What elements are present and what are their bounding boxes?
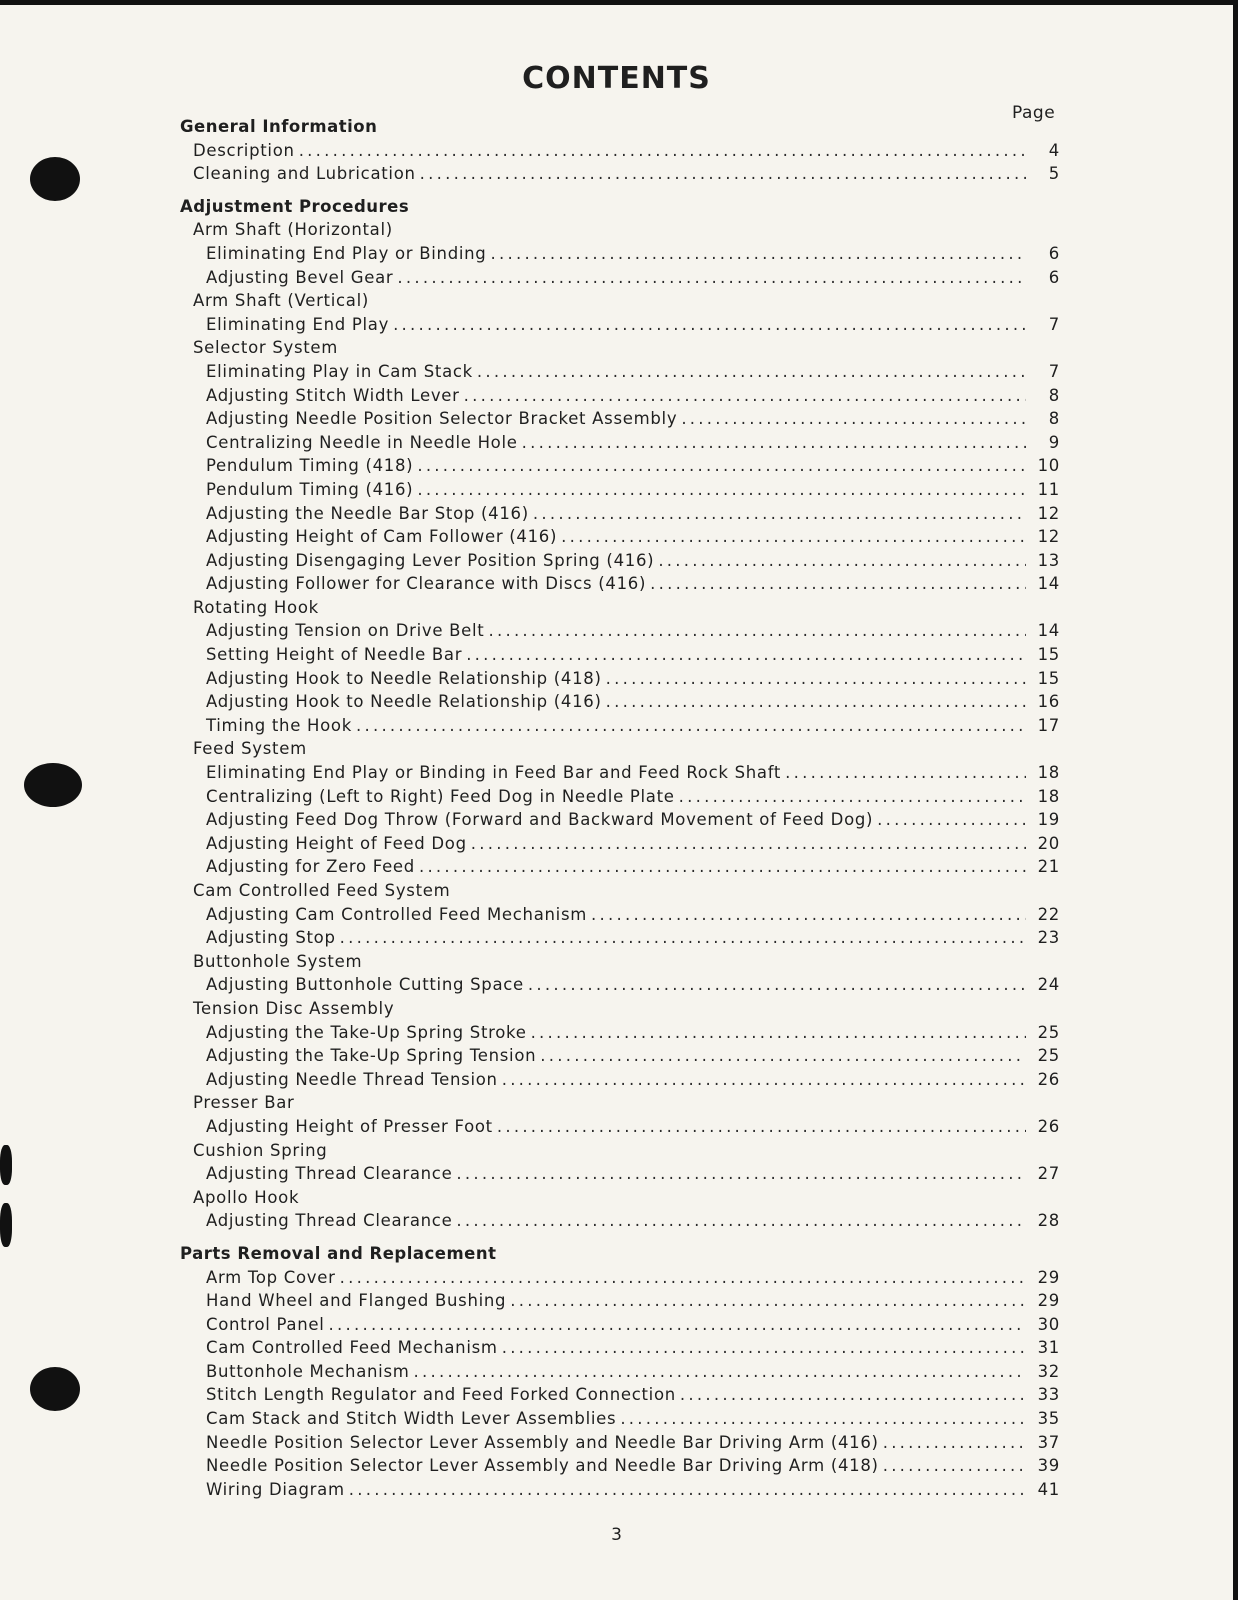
toc-entry-page: 18	[1037, 763, 1060, 783]
toc-entry	[180, 761, 1060, 785]
dot-leader	[620, 1407, 1026, 1431]
dot-leader	[533, 502, 1026, 526]
subsection-heading: Apollo Hook	[193, 1187, 300, 1207]
dot-leader	[356, 714, 1026, 738]
toc-entry	[180, 1313, 1060, 1337]
dot-leader	[414, 1360, 1026, 1384]
toc-entry-page: 29	[1037, 1291, 1060, 1311]
toc-entry-title: Adjusting Bevel Gear	[206, 267, 394, 287]
toc-entry	[180, 903, 1060, 927]
toc-entry-page: 14	[1037, 574, 1060, 594]
subsection-heading: Rotating Hook	[193, 597, 319, 617]
toc-entry	[180, 139, 1060, 163]
toc-entry-title: Adjusting Hook to Needle Relationship (416)	[206, 692, 602, 712]
toc-entry-page: 25	[1037, 1022, 1060, 1042]
toc-entry	[180, 1068, 1060, 1092]
subsection-heading: Feed System	[193, 739, 307, 759]
dot-leader	[561, 525, 1026, 549]
toc-entry	[180, 1407, 1060, 1431]
toc-entry-page: 16	[1037, 692, 1060, 712]
toc-entry-title: Pendulum Timing (416)	[206, 479, 414, 499]
toc-entry-title: Adjusting Tension on Drive Belt	[206, 621, 485, 641]
toc-entry	[180, 478, 1060, 502]
dot-leader	[528, 973, 1026, 997]
dot-leader	[606, 667, 1026, 691]
toc-entry-page: 8	[1048, 385, 1060, 405]
page-number: 3	[611, 1525, 622, 1545]
toc-entry-page: 6	[1048, 243, 1060, 263]
toc-entry-page: 14	[1037, 621, 1060, 641]
toc-entry-page: 26	[1037, 1069, 1060, 1089]
dot-leader	[466, 643, 1026, 667]
toc-entry	[180, 313, 1060, 337]
toc-entry-title: Adjusting Needle Position Selector Bracket Assembly	[206, 409, 678, 429]
toc-entry	[180, 1383, 1060, 1407]
dot-leader	[680, 1383, 1026, 1407]
toc-entry	[180, 1289, 1060, 1313]
toc-entry-title: Adjusting Disengaging Lever Position Spring (416)	[206, 550, 655, 570]
toc-entry	[180, 1115, 1060, 1139]
toc-entry-page: 37	[1037, 1432, 1060, 1452]
toc-entry-title: Adjusting Height of Presser Foot	[206, 1116, 493, 1136]
dot-leader	[679, 785, 1026, 809]
dot-leader	[456, 1209, 1026, 1233]
dot-leader	[340, 926, 1026, 950]
toc-entry	[180, 855, 1060, 879]
toc-entry	[180, 926, 1060, 950]
toc-entry-title: Needle Position Selector Lever Assembly and Needle Bar Driving Arm (416)	[206, 1432, 879, 1452]
toc-entry-title: Adjusting Buttonhole Cutting Space	[206, 975, 524, 995]
section-heading: Adjustment Procedures	[180, 196, 410, 216]
toc-entry-page: 18	[1037, 786, 1060, 806]
toc-entry-title: Buttonhole Mechanism	[206, 1361, 410, 1381]
toc-entry-page: 6	[1048, 267, 1060, 287]
toc-entry	[180, 431, 1060, 455]
toc-entry	[180, 973, 1060, 997]
toc-entry	[180, 360, 1060, 384]
dot-leader	[877, 808, 1026, 832]
subsection-heading: Selector System	[193, 338, 339, 358]
toc-entry-title: Pendulum Timing (418)	[206, 456, 414, 476]
toc-entry	[180, 525, 1060, 549]
punch-hole-bottom	[30, 1367, 80, 1411]
dot-leader	[417, 454, 1026, 478]
toc-entry-title: Cleaning and Lubrication	[193, 164, 416, 184]
dot-leader	[397, 266, 1026, 290]
toc-entry-title: Adjusting the Take-Up Spring Tension	[206, 1046, 537, 1066]
toc-entry	[180, 643, 1060, 667]
dot-leader	[490, 242, 1026, 266]
toc-entry	[180, 714, 1060, 738]
toc-entry-page: 39	[1037, 1456, 1060, 1476]
toc-entry-page: 7	[1048, 361, 1060, 381]
subsection-heading: Arm Shaft (Horizontal)	[193, 220, 393, 240]
toc-entry-title: Adjusting Hook to Needle Relationship (418)	[206, 668, 602, 688]
dot-leader	[340, 1266, 1026, 1290]
dot-leader	[456, 1162, 1026, 1186]
toc-entry-page: 23	[1037, 928, 1060, 948]
toc-entry-title: Cam Controlled Feed Mechanism	[206, 1338, 498, 1358]
toc-entry-title: Centralizing (Left to Right) Feed Dog in Needle Plate	[206, 786, 675, 806]
toc-entry	[180, 1044, 1060, 1068]
toc-entry	[180, 832, 1060, 856]
toc-entry-title: Setting Height of Needle Bar	[206, 645, 463, 665]
toc-entry-page: 4	[1048, 140, 1060, 160]
toc-entry-title: Centralizing Needle in Needle Hole	[206, 432, 518, 452]
toc-entry-title: Description	[193, 140, 295, 160]
toc-entry	[180, 1336, 1060, 1360]
toc-entry-page: 41	[1037, 1479, 1060, 1499]
toc-entry-page: 9	[1048, 432, 1060, 452]
subsection-heading: Presser Bar	[193, 1093, 295, 1113]
toc-entry-page: 29	[1037, 1267, 1060, 1287]
toc-entry	[180, 454, 1060, 478]
toc-entry-title: Adjusting Cam Controlled Feed Mechanism	[206, 904, 588, 924]
dot-leader	[883, 1454, 1026, 1478]
toc-entry-title: Adjusting for Zero Feed	[206, 857, 415, 877]
toc-entry-title: Adjusting Thread Clearance	[206, 1164, 453, 1184]
toc-entry-title: Adjusting Height of Feed Dog	[206, 833, 467, 853]
toc-entry	[180, 619, 1060, 643]
toc-entry-page: 32	[1037, 1361, 1060, 1381]
dot-leader	[785, 761, 1026, 785]
toc-entry	[180, 808, 1060, 832]
toc-entry	[180, 407, 1060, 431]
toc-entry-page: 15	[1037, 645, 1060, 665]
toc-entry-page: 11	[1037, 479, 1060, 499]
toc-entry-page: 28	[1037, 1211, 1060, 1231]
toc-entry-title: Control Panel	[206, 1314, 325, 1334]
toc-entry-page: 22	[1037, 904, 1060, 924]
toc-entry-title: Needle Position Selector Lever Assembly and Needle Bar Driving Arm (418)	[206, 1456, 879, 1476]
toc-entry-page: 8	[1048, 409, 1060, 429]
dot-leader	[497, 1115, 1026, 1139]
dot-leader	[417, 478, 1026, 502]
section-heading: General Information	[180, 117, 378, 136]
toc-entry-title: Adjusting Follower for Clearance with Discs (416)	[206, 574, 647, 594]
dot-leader	[299, 139, 1026, 163]
toc-entry	[180, 1454, 1060, 1478]
toc-entry-title: Adjusting Stop	[206, 928, 336, 948]
page-title: CONTENTS	[522, 61, 711, 96]
toc-entry-title: Wiring Diagram	[206, 1479, 345, 1499]
toc-entry-title: Adjusting Height of Cam Follower (416)	[206, 527, 558, 547]
dot-leader	[488, 619, 1026, 643]
toc-entry-page: 27	[1037, 1164, 1060, 1184]
toc-entry-page: 35	[1037, 1409, 1060, 1429]
subsection-heading: Buttonhole System	[193, 951, 363, 971]
toc-entry	[180, 1478, 1060, 1502]
punch-hole-middle	[24, 763, 82, 807]
dot-leader	[471, 832, 1026, 856]
toc-entry	[180, 1021, 1060, 1045]
subsection-heading: Cam Controlled Feed System	[193, 881, 451, 900]
toc-entry-title: Adjusting Stitch Width Lever	[206, 385, 460, 405]
toc-entry	[180, 242, 1060, 266]
toc-entry-page: 25	[1037, 1046, 1060, 1066]
dot-leader	[591, 903, 1026, 927]
toc-entry	[180, 1431, 1060, 1455]
toc-entry	[180, 502, 1060, 526]
section-gap	[180, 186, 1060, 195]
toc-entry-page: 26	[1037, 1116, 1060, 1136]
toc-entry-page: 5	[1048, 164, 1060, 184]
dot-leader	[477, 360, 1026, 384]
toc-entry-page: 10	[1037, 456, 1060, 476]
dot-leader	[606, 690, 1026, 714]
edge-notch	[0, 1203, 12, 1247]
toc-entry-title: Timing the Hook	[206, 715, 352, 735]
toc-entry-title: Arm Top Cover	[206, 1267, 336, 1287]
toc-entry-title: Stitch Length Regulator and Feed Forked Connection	[206, 1385, 676, 1405]
dot-leader	[349, 1478, 1026, 1502]
toc-entry-title: Adjusting Feed Dog Throw (Forward and Backward Movement of Feed Dog)	[206, 810, 874, 830]
toc-entry	[180, 266, 1060, 290]
toc-entry	[180, 572, 1060, 596]
dot-leader	[658, 549, 1026, 573]
toc-entry	[180, 1360, 1060, 1384]
subsection-heading: Arm Shaft (Vertical)	[193, 291, 370, 311]
dot-leader	[681, 407, 1026, 431]
dot-leader	[420, 162, 1026, 186]
toc-entry-page: 24	[1037, 975, 1060, 995]
toc-entry	[180, 785, 1060, 809]
toc-entry-page: 7	[1048, 314, 1060, 334]
toc-entry-page: 12	[1037, 527, 1060, 547]
toc-entry-title: Adjusting the Needle Bar Stop (416)	[206, 503, 529, 523]
toc-entry	[180, 1162, 1060, 1186]
dot-leader	[419, 855, 1026, 879]
edge-notch	[0, 1145, 12, 1185]
toc-entry	[180, 1266, 1060, 1290]
toc-entry	[180, 1209, 1060, 1233]
toc-entry-title: Eliminating Play in Cam Stack	[206, 361, 473, 381]
dot-leader	[540, 1044, 1026, 1068]
toc-entry-title: Adjusting Needle Thread Tension	[206, 1069, 498, 1089]
toc-entry-title: Hand Wheel and Flanged Bushing	[206, 1291, 507, 1311]
section-gap	[180, 1233, 1060, 1242]
toc-entry-title: Cam Stack and Stitch Width Lever Assemblies	[206, 1409, 617, 1429]
dot-leader	[531, 1021, 1026, 1045]
toc-entry-title: Eliminating End Play	[206, 314, 390, 334]
page-column-header: Page	[1012, 103, 1056, 123]
toc-entry-page: 19	[1037, 810, 1060, 830]
toc-entry-title: Adjusting the Take-Up Spring Stroke	[206, 1022, 527, 1042]
section-heading: Parts Removal and Replacement	[180, 1243, 497, 1263]
dot-leader	[883, 1431, 1026, 1455]
toc-entry	[180, 162, 1060, 186]
toc-entry	[180, 549, 1060, 573]
toc-entry	[180, 690, 1060, 714]
punch-hole-top	[30, 157, 80, 201]
toc-entry	[180, 667, 1060, 691]
dot-leader	[510, 1289, 1026, 1313]
dot-leader	[464, 384, 1026, 408]
table-of-contents	[180, 115, 1060, 1501]
dot-leader	[502, 1068, 1026, 1092]
toc-entry-page: 13	[1037, 550, 1060, 570]
toc-entry-page: 30	[1037, 1314, 1060, 1334]
dot-leader	[650, 572, 1026, 596]
toc-entry-page: 15	[1037, 668, 1060, 688]
dot-leader	[393, 313, 1026, 337]
subsection-heading: Tension Disc Assembly	[193, 998, 395, 1018]
toc-entry-title: Eliminating End Play or Binding	[206, 243, 487, 263]
dot-leader	[502, 1336, 1026, 1360]
toc-entry-title: Eliminating End Play or Binding in Feed Bar and Feed Rock Shaft	[206, 763, 782, 783]
subsection-heading: Cushion Spring	[193, 1140, 328, 1160]
dot-leader	[522, 431, 1026, 455]
toc-entry-title: Adjusting Thread Clearance	[206, 1211, 453, 1231]
toc-entry	[180, 384, 1060, 408]
dot-leader	[329, 1313, 1026, 1337]
toc-entry-page: 12	[1037, 503, 1060, 523]
toc-entry-page: 33	[1037, 1385, 1060, 1405]
toc-entry-page: 20	[1037, 833, 1060, 853]
toc-entry-page: 31	[1037, 1338, 1060, 1358]
toc-entry-page: 17	[1037, 715, 1060, 735]
toc-entry-page: 21	[1037, 857, 1060, 877]
